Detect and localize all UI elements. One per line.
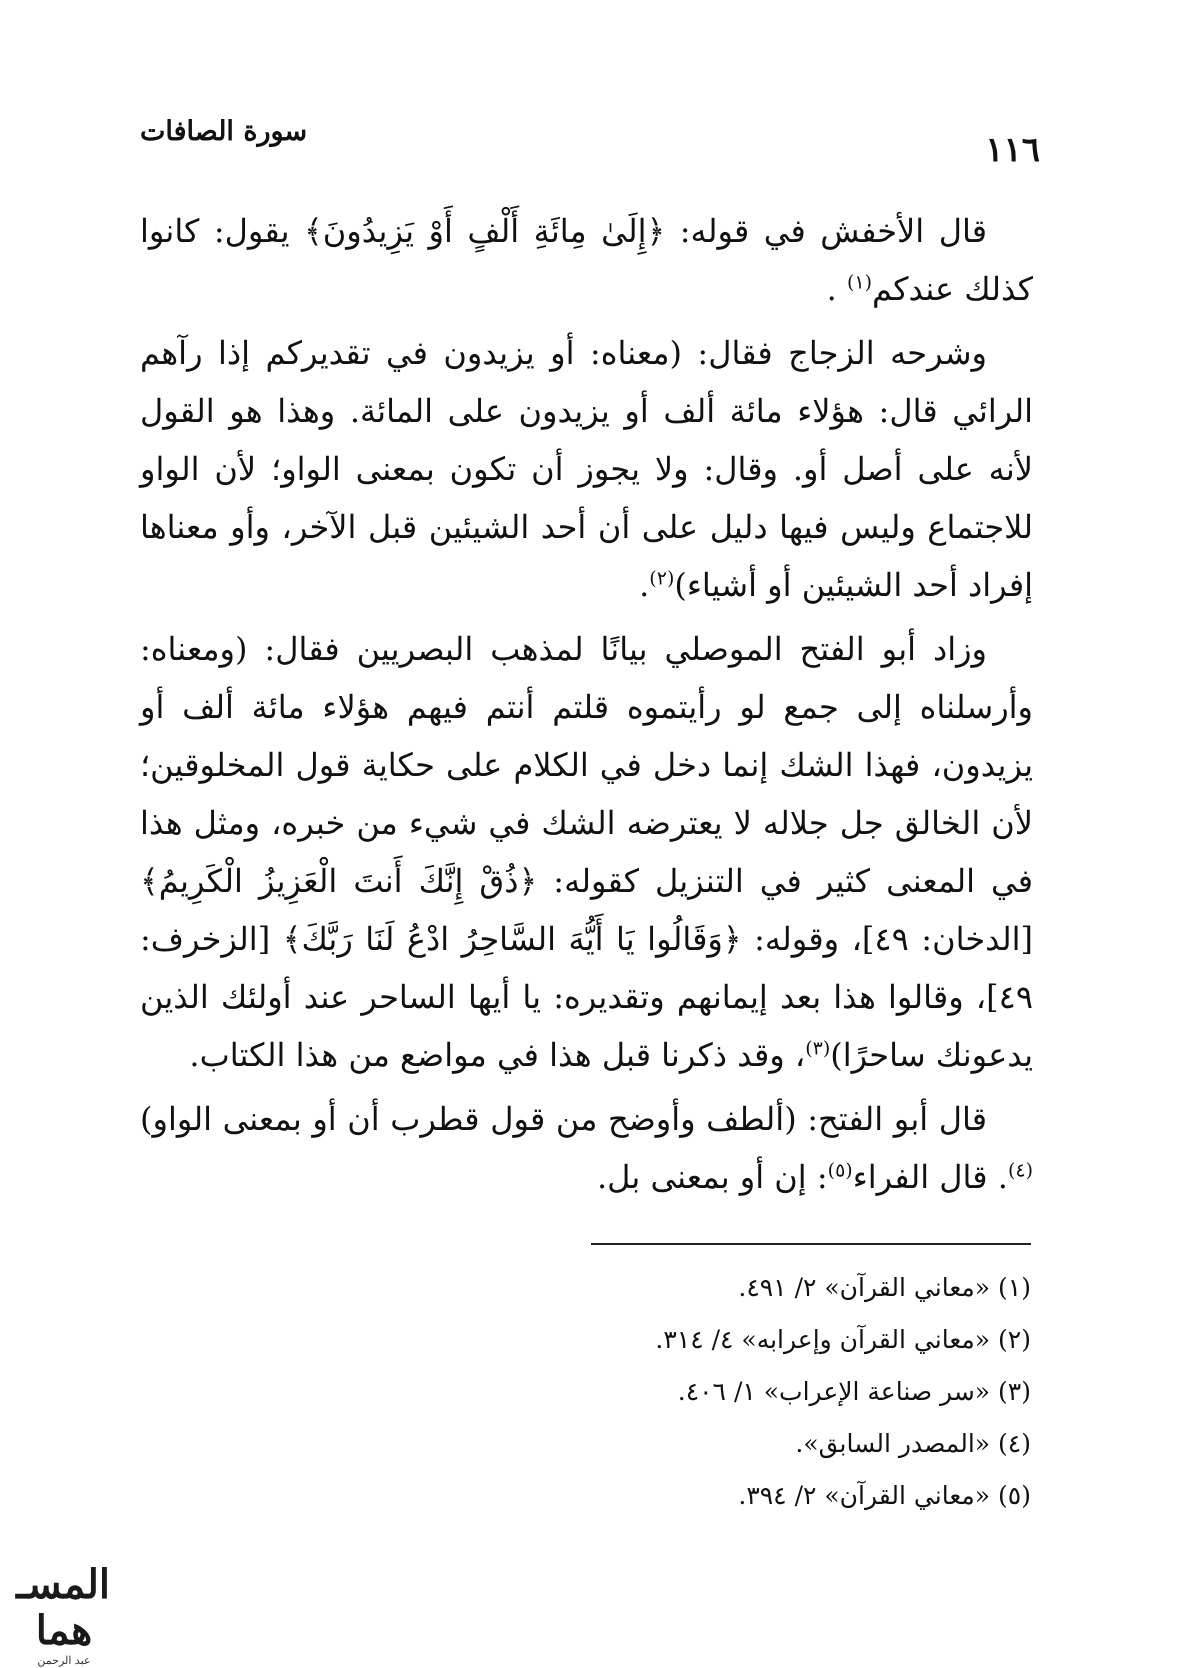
- footnote-marker: (٣): [805, 1037, 831, 1060]
- paragraph-2: [140, 324, 1033, 614]
- text-run: : إن أو بمعنى بل.: [596, 1158, 828, 1196]
- footnotes: [380, 1262, 1031, 1522]
- text-run: وزاد أبو الفتح الموصلي بيانًا لمذهب البصريين فقال: (ومعناه: وأرسلناه إلى جمع لو رأيتموه قلتم أنتم فيهم هؤلاء مائة ألف أو يزيدون، فهذا الشك إنما دخل في الكلام على حكاية قول المخلوقين؛ لأن الخالق جل جلاله لا يعترضه الشك في شيء من خبره، ومثل هذا في المعنى كثير في التنزيل كقوله:: [140, 630, 1034, 900]
- footnote-marker: (٢): [649, 567, 675, 590]
- text-run: ، وقد ذكرنا قبل هذا في مواضع من هذا الكتاب.: [189, 1036, 806, 1074]
- text-run: قال الأخفش في قوله:: [665, 212, 988, 250]
- quran-verse: ﴿ذُقْ إِنَّكَ أَنتَ الْعَزِيزُ الْكَرِيمُ﴾: [140, 862, 538, 900]
- quran-verse: ﴿وَقَالُوا يَا أَيُّهَ السَّاحِرُ ادْعُ لَنَا رَبَّكَ﴾: [282, 920, 742, 958]
- text-run: . قال الفراء: [852, 1158, 1008, 1196]
- watermark-logo: [16, 1561, 110, 1667]
- footnote-1: (١) «معاني القرآن» ٢/ ٤٩١.: [738, 1273, 1031, 1302]
- page-header: [140, 112, 1040, 172]
- text-run: قال أبو الفتح: (ألطف وأوضح من قول قطرب أن أو بمعنى الواو): [140, 1100, 987, 1138]
- footnote-divider: [591, 1243, 1031, 1245]
- logo-text: المسـ هما: [16, 1561, 110, 1654]
- paragraph-3: [140, 620, 1033, 1084]
- footnote-3: (٣) «سر صناعة الإعراب» ١/ ٤٠٦.: [677, 1377, 1031, 1406]
- running-title: سورة الصافات: [140, 116, 308, 147]
- quran-verse: ﴿إِلَىٰ مِائَةِ أَلْفٍ أَوْ يَزِيدُونَ﴾: [304, 212, 666, 250]
- main-text: [140, 202, 1033, 1212]
- footnote-marker: (٥): [827, 1159, 853, 1182]
- page-number: ١١٦: [985, 130, 1040, 170]
- verse-reference: [الزخرف: ٤٩]، وقالوا هذا بعد إيمانهم وتقديره: يا أيها الساحر عند أولئك الذين يدعونك ساحرًا): [140, 920, 1033, 1074]
- paragraph-1: [140, 202, 1033, 318]
- paragraph-4: [140, 1090, 1033, 1206]
- text-run: .: [639, 566, 650, 604]
- text-run: وشرحه الزجاج فقال: (معناه: أو يزيدون في تقديركم إذا رآهم الرائي قال: هؤلاء مائة ألف أو يزيدون على المائة. وهذا هو القول لأنه على أصل أو. وقال: ولا يجوز أن تكون بمعنى الواو؛ لأن الواو للاجتماع وليس فيها دليل على أن أحد الشيئين قبل الآخر، وأو معناها إفراد أحد الشيئين أو أشياء): [140, 334, 1033, 604]
- footnote-marker: (٤): [1007, 1159, 1033, 1182]
- footnote-5: (٥) «معاني القرآن» ٢/ ٣٩٤.: [738, 1481, 1031, 1510]
- footnote-marker: (١): [846, 271, 872, 294]
- footnote-2: (٢) «معاني القرآن وإعرابه» ٤/ ٣١٤.: [655, 1325, 1031, 1354]
- text-run: .: [826, 270, 847, 308]
- text-run: يقول: كانوا كذلك عندكم: [140, 212, 1033, 308]
- footnote-4: (٤) «المصدر السابق».: [795, 1429, 1031, 1458]
- logo-subtext: عبد الرحمن: [37, 1654, 91, 1667]
- verse-reference: [الدخان: ٤٩]، وقوله:: [741, 920, 1034, 958]
